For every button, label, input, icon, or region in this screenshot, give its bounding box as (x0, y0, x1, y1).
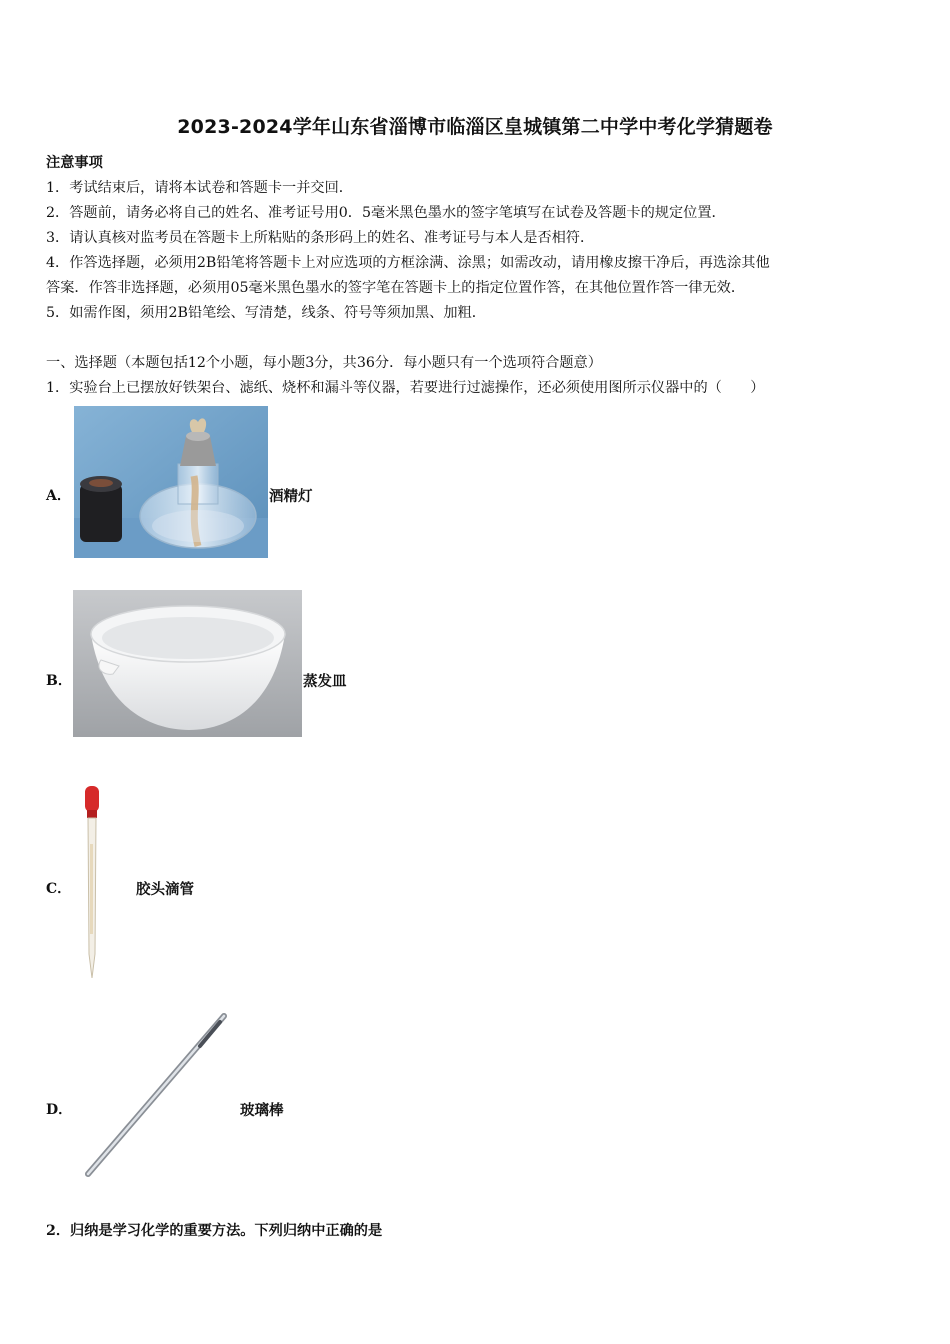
option-a-letter: A． (46, 488, 71, 504)
evaporating-dish-image (73, 590, 302, 737)
option-a-label: 酒精灯 (269, 488, 313, 505)
section-heading: 一、选择题（本题包括12个小题，每小题3分，共36分．每小题只有一个选项符合题意） (46, 355, 602, 371)
option-b-label: 蒸发皿 (303, 673, 347, 690)
alcohol-lamp-image (74, 406, 268, 558)
glass-rod-image (80, 1010, 232, 1180)
notice-heading: 注意事项 (46, 155, 103, 171)
page-title: 2023-2024学年山东省淄博市临淄区皇城镇第二中学中考化学猜题卷 (177, 116, 773, 138)
option-b-letter: B． (46, 673, 72, 689)
option-d-label: 玻璃棒 (240, 1102, 284, 1119)
notice-item-3: 3．请认真核对监考员在答题卡上所粘贴的条形码上的姓名、准考证号与本人是否相符． (46, 230, 595, 246)
notice-item-4: 4．作答选择题，必须用2B铅笔将答题卡上对应选项的方框涂满、涂黑；如需改动，请用橡皮擦干净后，再选涂其他 (46, 255, 770, 271)
notice-item-1: 1．考试结束后，请将本试卷和答题卡一并交回． (46, 180, 353, 196)
option-c-label: 胶头滴管 (136, 881, 194, 898)
option-c-letter: C． (46, 881, 72, 897)
option-d-letter: D． (46, 1102, 73, 1118)
notice-item-2: 2．答题前，请务必将自己的姓名、准考证号用0．5毫米黑色墨水的签字笔填写在试卷及答题卡的规定位置． (46, 205, 726, 221)
question-2-stem: 2．归纳是学习化学的重要方法。下列归纳中正确的是 (46, 1223, 383, 1239)
dropper-image (78, 784, 108, 980)
notice-item-5: 5．如需作图，须用2B铅笔绘、写清楚，线条、符号等须加黑、加粗． (46, 305, 486, 321)
question-1-stem: 1．实验台上已摆放好铁架台、滤纸、烧杯和漏斗等仪器，若要进行过滤操作，还必须使用图所示仪器中的（ ） (46, 380, 765, 396)
notice-item-4-continued: 答案．作答非选择题，必须用05毫米黑色墨水的签字笔在答题卡上的指定位置作答，在其他位置作答一律无效． (46, 280, 746, 296)
